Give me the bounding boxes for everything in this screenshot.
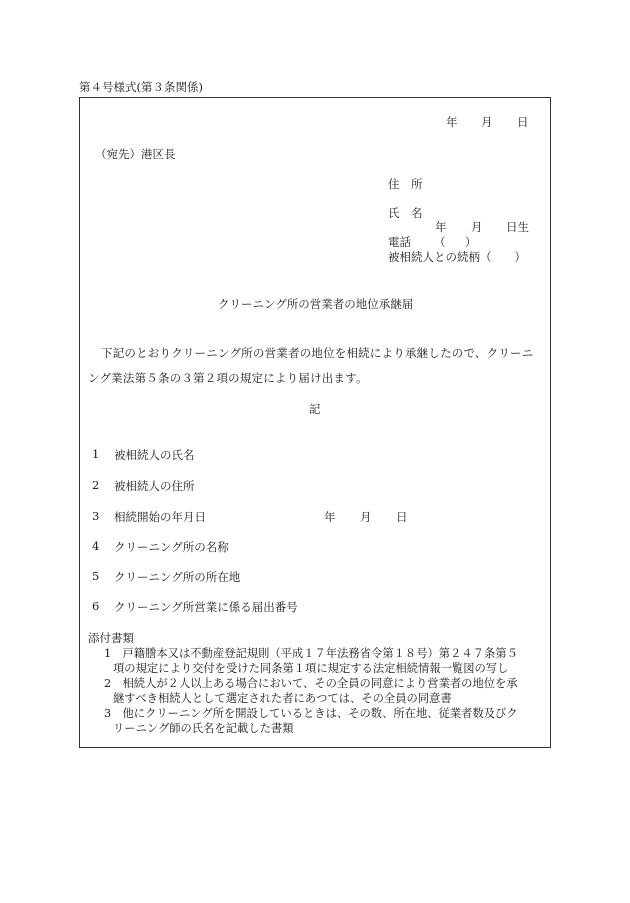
item-4-label: クリーニング所の名称: [114, 540, 229, 554]
item-2-number: 2: [92, 478, 100, 492]
phone-paren-open: （: [434, 235, 446, 249]
item-5-label: クリーニング所の所在地: [114, 570, 241, 584]
ki-label: 記: [309, 402, 321, 416]
date-month: 月: [481, 115, 493, 129]
inheritance-day: 日: [396, 510, 408, 524]
item-1-label: 被相続人の氏名: [114, 448, 195, 462]
addressee: （宛先）港区長: [95, 147, 176, 161]
date-year: 年: [446, 115, 458, 129]
item-4-number: 4: [92, 539, 100, 553]
attachment-line-4: 継すべき相続人として選定された者にあつては、その全員の同意書: [113, 692, 452, 705]
inheritance-month: 月: [360, 510, 372, 524]
item-3-number: 3: [92, 509, 100, 523]
body-text: 下記のとおりクリーニング所の営業者の地位を相続により承継したので、クリーニング業法第５条の３第２項の規定により届け出ます。: [88, 346, 534, 385]
address-label: 住 所: [388, 177, 423, 191]
name-label: 氏 名: [388, 206, 423, 220]
item-5-number: 5: [92, 569, 100, 583]
document-title: クリーニング所の営業者の地位承継届: [218, 297, 414, 311]
birth-day: 日生: [506, 220, 529, 234]
attachment-line-2: 項の規定により交付を受けた同条第１項に規定する法定相続情報一覧図の写し: [113, 662, 509, 675]
attachment-line-6: リーニング師の氏名を記載した書類: [113, 722, 294, 735]
birth-month: 月: [471, 220, 483, 234]
attachments-heading: 添付書類: [88, 631, 134, 645]
item-6-number: 6: [92, 599, 100, 613]
phone-label: 電話: [388, 235, 411, 249]
birth-year: 年: [435, 220, 447, 234]
attachment-line-1: 1 戸籍謄本又は不動産登記規則（平成１７年法務省令第１８号）第２４７条第５: [104, 647, 518, 660]
attachment-line-5: 3 他にクリーニング所を開設しているときは、その数、所在地、従業者数及びク: [104, 707, 518, 720]
item-2-label: 被相続人の住所: [114, 479, 195, 493]
inheritance-year: 年: [324, 510, 336, 524]
item-6-label: クリーニング所営業に係る届出番号: [114, 600, 298, 614]
phone-paren-close: ）: [465, 235, 477, 249]
form-number: 第４号様式(第３条関係): [79, 80, 203, 94]
item-1-number: 1: [92, 447, 100, 461]
attachment-line-3: 2 相続人が２人以上ある場合において、その全員の同意により営業者の地位を承: [104, 677, 518, 690]
item-3-label: 相続開始の年月日: [114, 510, 206, 524]
date-day: 日: [517, 115, 529, 129]
relationship-label: 被相続人との続柄（ ）: [388, 250, 526, 264]
